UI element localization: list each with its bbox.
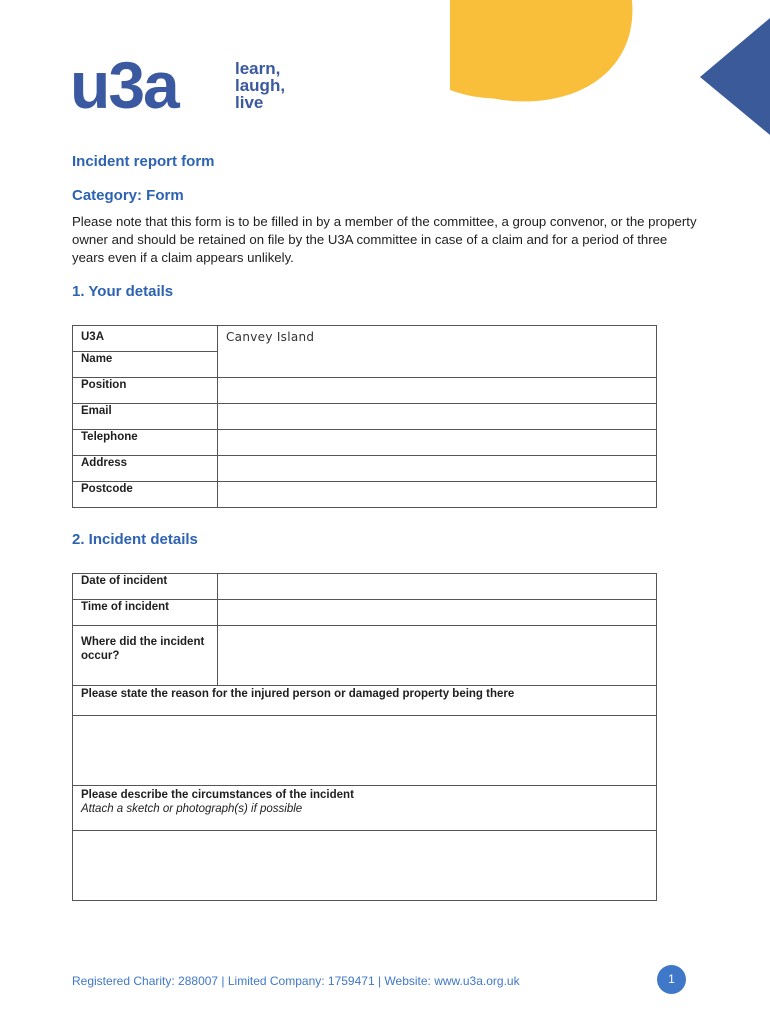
postcode-field[interactable] xyxy=(218,482,657,508)
table-row xyxy=(73,600,657,626)
your-details-table xyxy=(72,325,657,508)
email-field[interactable] xyxy=(218,404,657,430)
logo-mark: u3a xyxy=(70,48,178,122)
table-row xyxy=(73,716,657,786)
table-row xyxy=(73,430,657,456)
yellow-half-circle-fill xyxy=(450,0,632,101)
logo-tagline-line: live xyxy=(235,93,264,112)
field-label: Telephone xyxy=(73,430,218,456)
circumstances-hint: Attach a sketch or photograph(s) if possible xyxy=(81,803,303,815)
field-label: Postcode xyxy=(73,482,218,508)
table-row xyxy=(73,686,657,716)
field-label: Time of incident xyxy=(73,600,218,626)
table-row xyxy=(73,574,657,600)
field-label: Date of incident xyxy=(73,574,218,600)
logo-tagline-line: laugh, xyxy=(235,76,286,95)
field-label: Address xyxy=(73,456,218,482)
circumstances-label: Please describe the circumstances of the incident xyxy=(81,789,354,801)
section-heading-your-details: 1. Your details xyxy=(72,283,174,300)
date-of-incident-field[interactable] xyxy=(218,574,657,600)
circumstances-field[interactable] xyxy=(73,831,657,901)
table-row xyxy=(73,456,657,482)
position-field[interactable] xyxy=(218,378,657,404)
form-title: Incident report form xyxy=(72,153,215,170)
table-row xyxy=(73,626,657,686)
field-label: Name xyxy=(73,352,218,378)
field-label: U3A xyxy=(73,326,218,352)
table-row xyxy=(73,378,657,404)
incident-details-table xyxy=(72,573,657,901)
category-heading: Category: Form xyxy=(72,187,184,204)
incident-location-field[interactable] xyxy=(218,626,657,686)
time-of-incident-field[interactable] xyxy=(218,600,657,626)
page-footer: Registered Charity: 288007 | Limited Company: 1759471 | Website: www.u3a.org.uk xyxy=(72,974,520,988)
circumstances-label-cell xyxy=(73,786,657,831)
table-row xyxy=(73,831,657,901)
address-field[interactable] xyxy=(218,456,657,482)
logo-tagline-line: learn, xyxy=(235,59,281,78)
table-row xyxy=(73,326,657,352)
field-label: Where did the incident occur? xyxy=(73,626,218,686)
table-row xyxy=(73,786,657,831)
field-label: Position xyxy=(73,378,218,404)
instructions-note: Please note that this form is to be filled in by a member of the committee, a group convenor, or the property owner and should be retained on file by the U3A committee in case of a claim and for a period of three years even if a claim appears unlikely. xyxy=(72,214,697,265)
field-label: Email xyxy=(73,404,218,430)
u3a-value-field[interactable]: Canvey Island xyxy=(218,326,657,378)
table-row xyxy=(73,482,657,508)
reason-field[interactable] xyxy=(73,716,657,786)
telephone-field[interactable] xyxy=(218,430,657,456)
section-heading-incident-details: 2. Incident details xyxy=(72,531,198,548)
reason-label: Please state the reason for the injured person or damaged property being there xyxy=(73,686,657,716)
u3a-logo xyxy=(70,44,310,124)
blue-triangle xyxy=(700,18,770,135)
table-row xyxy=(73,404,657,430)
page-number-badge: 1 xyxy=(657,965,686,994)
logo-tagline xyxy=(235,60,285,111)
